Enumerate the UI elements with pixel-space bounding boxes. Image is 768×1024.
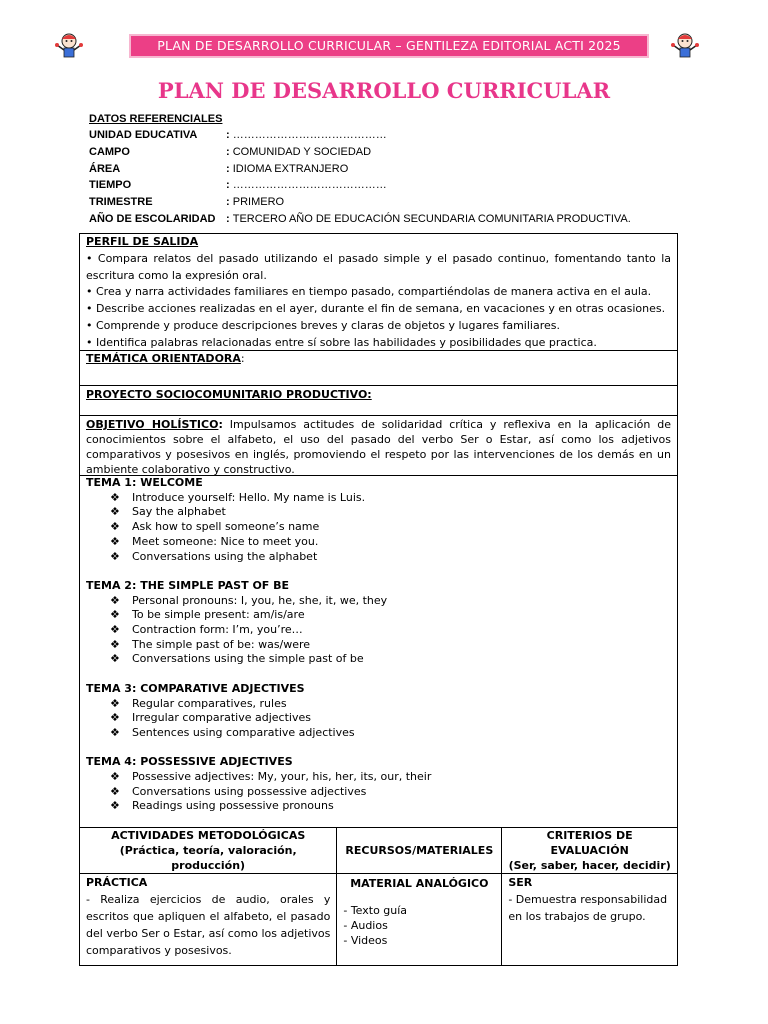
list-item: ❖ Ask how to spell someone’s name <box>110 520 671 535</box>
cell-criterios <box>502 874 678 966</box>
datos-label: UNIDAD EDUCATIVA <box>89 129 198 141</box>
list-item: ❖ Say the alphabet <box>110 505 671 520</box>
list-item: ❖ Sentences using comparative adjectives <box>110 726 671 741</box>
objetivo-holistico-box <box>79 415 678 476</box>
perfil-item: • Comprende y produce descripciones breves y claras de objetos y lugares familiares. <box>86 318 560 332</box>
cell-criterios-title: SER <box>508 876 533 889</box>
datos-value: PRIMERO <box>232 196 285 209</box>
perfil-heading: PERFIL DE SALIDA <box>86 235 199 248</box>
datos-value: …………………………………… <box>232 179 387 192</box>
cell-criterios-text: - Demuestra responsabilidad en los trabajos de grupo. <box>508 893 668 923</box>
tema-title: TEMA 3: COMPARATIVE ADJECTIVES <box>86 681 305 695</box>
list-item: ❖ Conversations using the alphabet <box>110 550 671 565</box>
table-row <box>80 874 678 966</box>
cell-recursos <box>337 874 502 966</box>
datos-label: ÁREA <box>89 162 121 175</box>
datos-label: TIEMPO <box>89 179 132 192</box>
page-title: PLAN DE DESARROLLO CURRICULAR <box>157 78 611 103</box>
actividades-table <box>79 827 678 966</box>
tema-title: TEMA 2: THE SIMPLE PAST OF BE <box>86 578 290 592</box>
datos-referenciales <box>89 112 631 228</box>
tematica-suffix: : <box>240 352 245 365</box>
objetivo-label: OBJETIVO HOLÍSTICO <box>86 418 219 431</box>
proyecto-label: PROYECTO SOCIOCOMUNITARIO PRODUCTIVO: <box>86 388 372 401</box>
list-item: ❖ Possessive adjectives: My, your, his, her, its, our, their <box>110 770 671 785</box>
datos-value: COMUNIDAD Y SOCIEDAD <box>232 145 372 158</box>
list-item: ❖ Meet someone: Nice to meet you. <box>110 535 671 550</box>
objetivo-text: Impulsamos actitudes de solidaridad crítica y reflexiva en la aplicación de conocimientos sobre el alfabeto, el uso del pasado del verbo Ser o Estar, así como los adjetivos comparativos y posesivos en inglés, promoviendo el respeto por las intervenciones de los demás en un ambiente colaborativo y constructivo. <box>86 418 671 476</box>
tema-list <box>86 594 671 668</box>
header-recursos: RECURSOS/MATERIALES <box>337 828 502 874</box>
datos-value: TERCERO AÑO DE EDUCACIÓN SECUNDARIA COMUNITARIA PRODUCTIVA. <box>232 212 631 225</box>
cell-recursos-title: MATERIAL ANALÓGICO <box>350 877 489 890</box>
datos-row: TIEMPO : …………………………………… <box>89 177 631 194</box>
perfil-item: • Describe acciones realizadas en el ayer, durante el fin de semana, en vacaciones y en otras ocasiones. <box>86 302 666 316</box>
perfil-item: • Identifica palabras relacionadas entre sí sobre las habilidades y posibilidades que practica. <box>86 335 597 349</box>
list-item: - Audios <box>343 919 388 932</box>
datos-label: CAMPO <box>89 145 130 158</box>
list-item: - Texto guía <box>343 904 408 917</box>
tematica-orientadora-box <box>79 350 678 386</box>
mascot-icon-left <box>54 30 84 60</box>
list-item: ❖ Conversations using the simple past of be <box>110 652 671 667</box>
list-item: - Videos <box>343 934 388 947</box>
tematica-label: TEMÁTICA ORIENTADORA <box>86 352 241 365</box>
datos-row: UNIDAD EDUCATIVA : …………………………………… <box>89 127 631 144</box>
datos-row: AÑO DE ESCOLARIDAD : TERCERO AÑO DE EDUCACIÓN SECUNDARIA COMUNITARIA PRODUCTIVA. <box>89 211 631 228</box>
header-criterios-title: CRITERIOS DE EVALUACIÓN <box>546 829 633 857</box>
datos-value: IDIOMA EXTRANJERO <box>232 162 349 175</box>
list-item: ❖ Readings using possessive pronouns <box>110 799 671 814</box>
datos-label: TRIMESTRE <box>89 196 153 209</box>
table-header-row <box>80 828 678 874</box>
mascot-icon-right <box>670 30 700 60</box>
perfil-item: • Compara relatos del pasado utilizando el pasado simple y el pasado continuo, fomentando tanto la escritura como la expresión oral. <box>86 251 671 282</box>
header-actividades <box>80 828 337 874</box>
tema-title: TEMA 1: WELCOME <box>86 476 203 489</box>
tema-title: TEMA 4: POSSESSIVE ADJECTIVES <box>86 755 293 769</box>
list-item: ❖ Contraction form: I’m, you’re… <box>110 623 671 638</box>
list-item: ❖ To be simple present: am/is/are <box>110 608 671 623</box>
header-actividades-sub: (Práctica, teoría, valoración, producción) <box>119 844 297 872</box>
cell-actividades-text: - Realiza ejercicios de audio, orales y escritos que apliquen el alfabeto, el pasado del verbo Ser o Estar, así como los adjetivos comparativos y posesivos. <box>86 893 331 957</box>
perfil-item: • Crea y narra actividades familiares en tiempo pasado, compartiéndolas de manera activa en el aula. <box>86 285 652 299</box>
list-item: ❖ Irregular comparative adjectives <box>110 711 671 726</box>
tema-list <box>86 770 671 814</box>
list-item: ❖ The simple past of be: was/were <box>110 638 671 653</box>
perfil-de-salida-box <box>79 233 678 351</box>
header-criterios <box>502 828 678 874</box>
datos-heading: DATOS REFERENCIALES <box>89 113 223 125</box>
tema-list <box>86 491 671 565</box>
cell-actividades <box>80 874 337 966</box>
datos-row: CAMPO : COMUNIDAD Y SOCIEDAD <box>89 144 631 161</box>
list-item: ❖ Regular comparatives, rules <box>110 697 671 712</box>
header-criterios-sub: (Ser, saber, hacer, decidir) <box>508 859 671 872</box>
list-item: ❖ Personal pronouns: I, you, he, she, it, we, they <box>110 594 671 609</box>
datos-row: ÁREA : IDIOMA EXTRANJERO <box>89 161 631 178</box>
proyecto-box <box>79 385 678 416</box>
list-item: ❖ Introduce yourself: Hello. My name is Luis. <box>110 491 671 506</box>
list-item: ❖ Conversations using possessive adjectives <box>110 785 671 800</box>
datos-value: …………………………………… <box>232 129 387 141</box>
objetivo-suffix: : <box>218 418 223 431</box>
header-banner: PLAN DE DESARROLLO CURRICULAR – GENTILEZA EDITORIAL ACTI 2025 <box>129 34 649 58</box>
datos-label: AÑO DE ESCOLARIDAD <box>89 212 216 225</box>
datos-row: TRIMESTRE : PRIMERO <box>89 194 631 211</box>
cell-actividades-title: PRÁCTICA <box>86 876 148 889</box>
temas-box <box>79 475 678 828</box>
tema-list <box>86 697 671 741</box>
header-actividades-title: ACTIVIDADES METODOLÓGICAS <box>111 829 306 842</box>
